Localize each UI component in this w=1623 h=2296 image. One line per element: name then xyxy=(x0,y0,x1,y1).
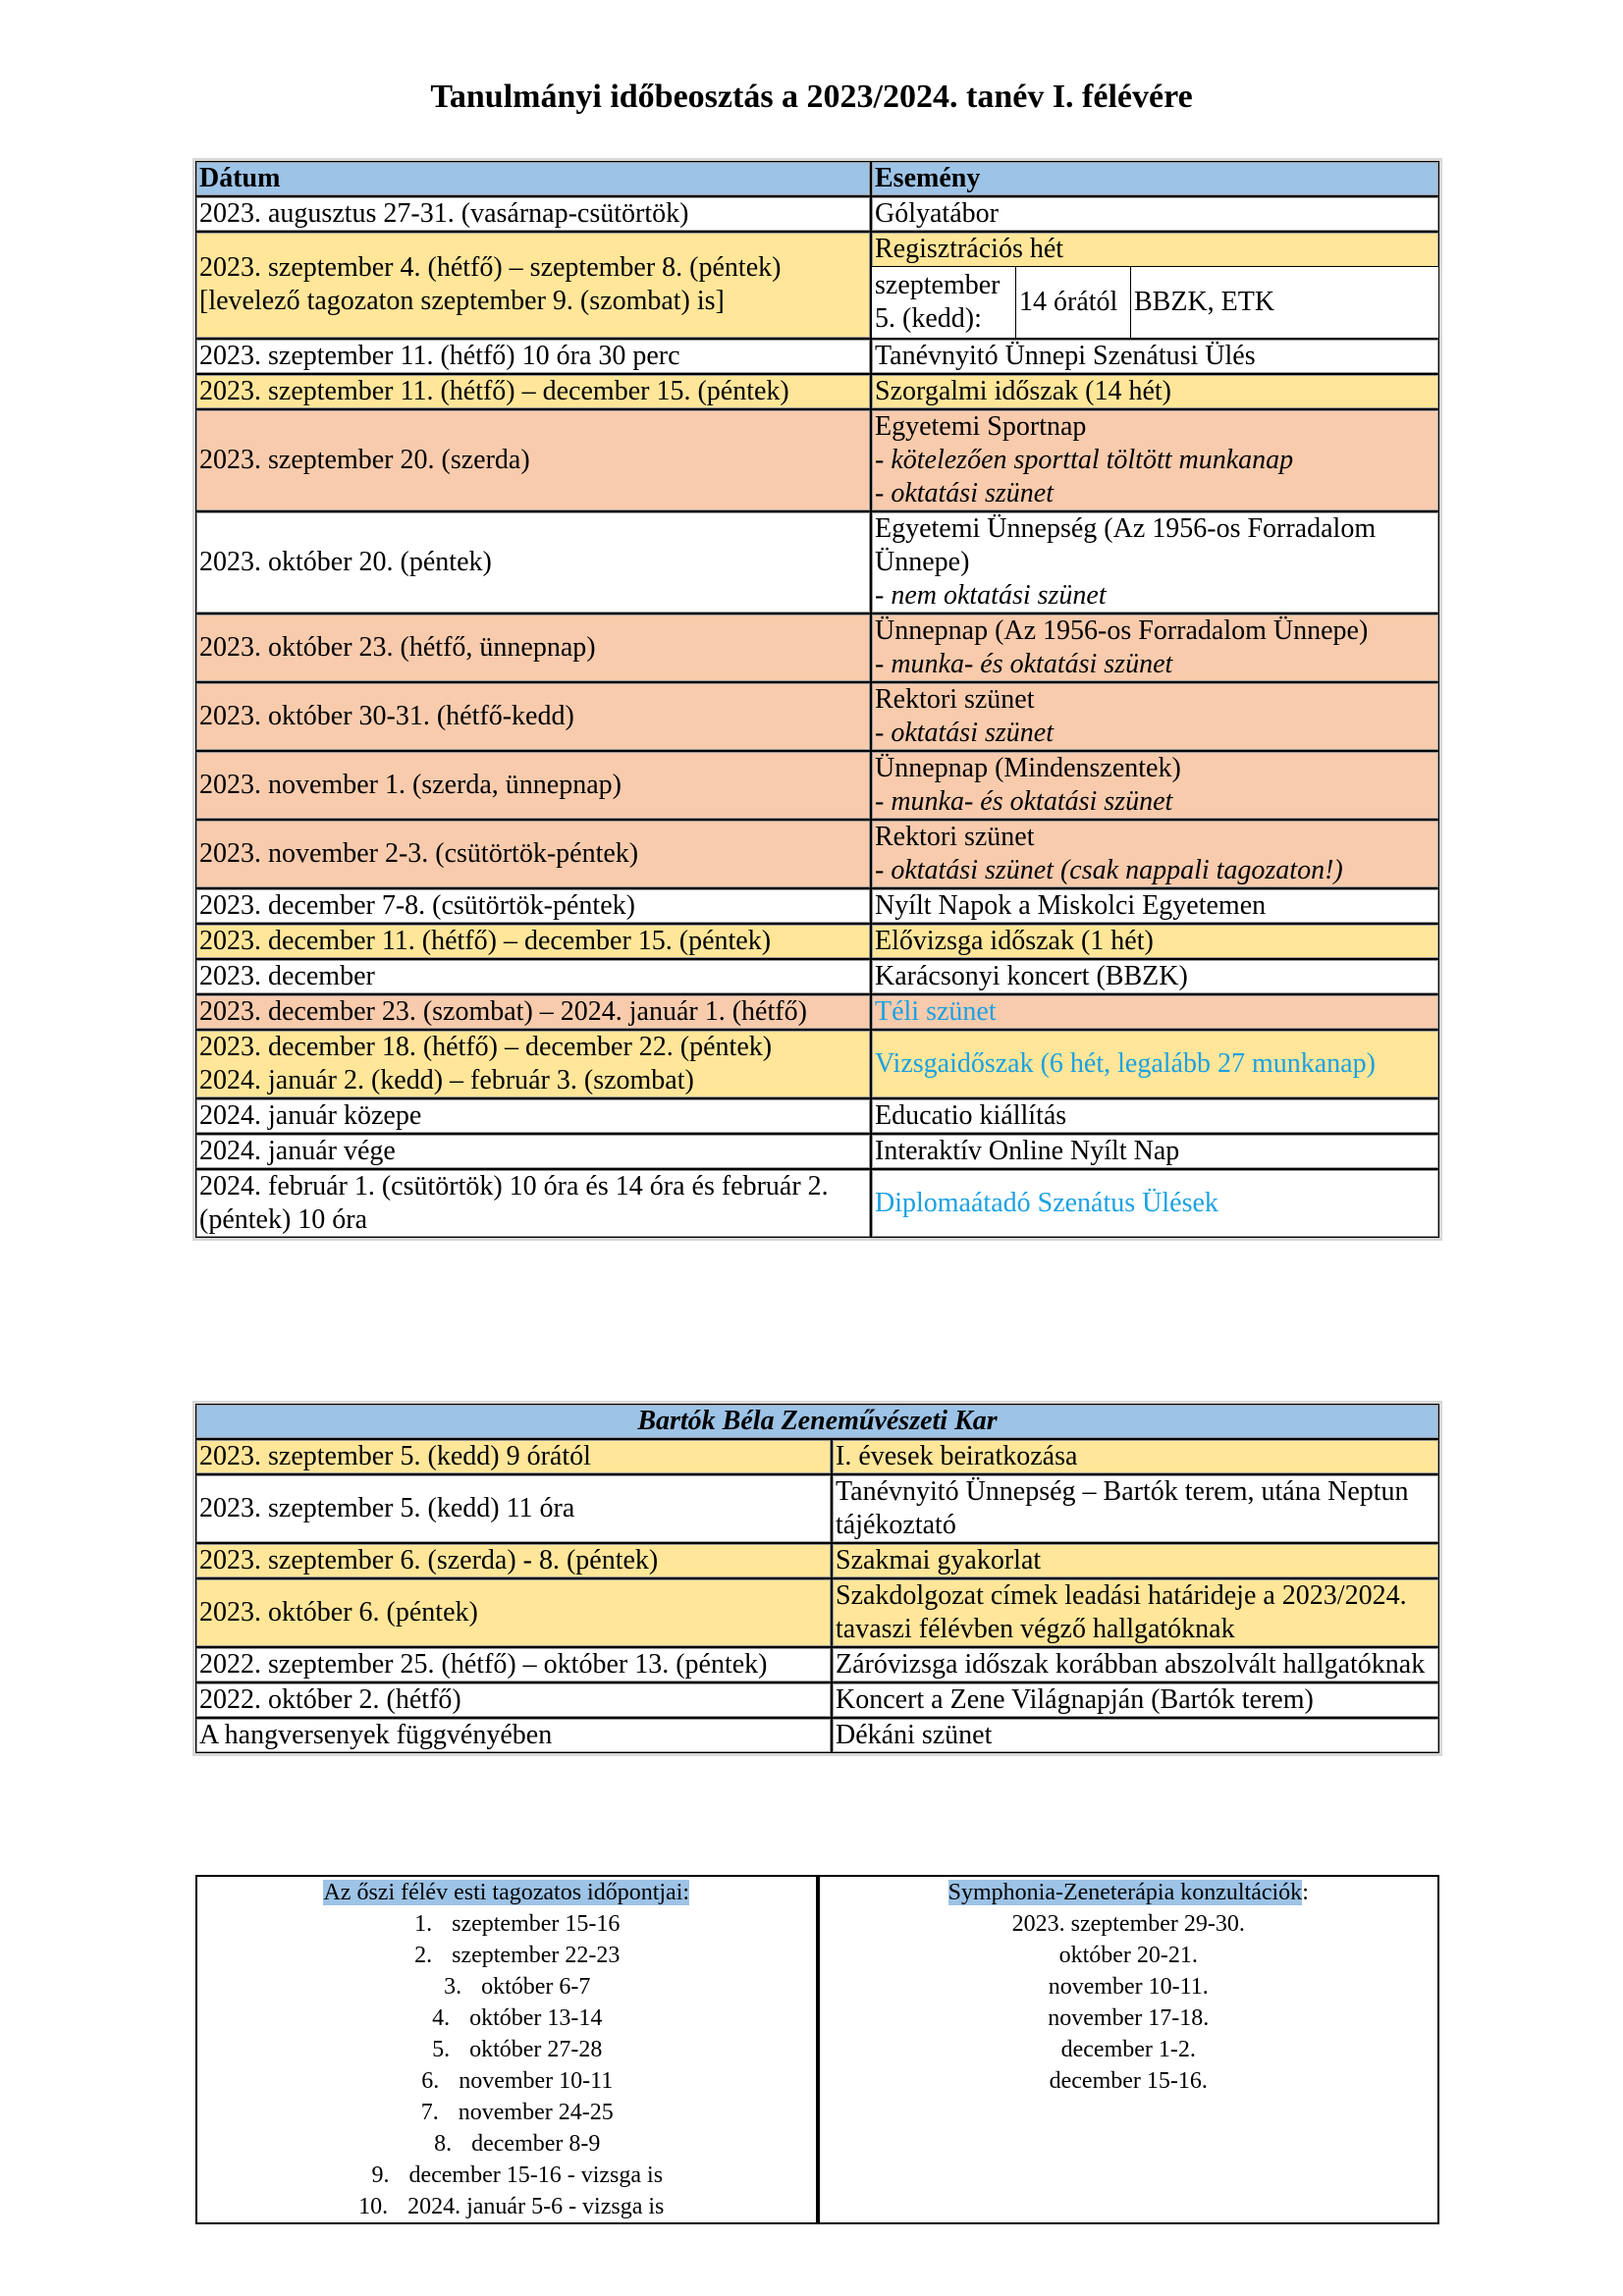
list-item: 2023. szeptember 29-30. xyxy=(1011,1911,1245,1937)
table-row xyxy=(195,614,1439,682)
row-event: Szakdolgozat címek leadási határideje a 2023/2024. tavaszi félévben végző hallgatóknak xyxy=(832,1578,1439,1647)
table-row xyxy=(195,1578,1439,1647)
symphonia-title-colon: : xyxy=(1302,1880,1309,1905)
row-date: 2022. október 2. (hétfő) xyxy=(195,1682,832,1718)
list-number: 8. xyxy=(434,2131,453,2157)
list-text: szeptember 15-16 xyxy=(452,1911,621,1937)
list-item: november 17-18. xyxy=(1048,2005,1210,2031)
list-number: 6. xyxy=(421,2068,440,2094)
table-row xyxy=(195,888,1439,924)
row-date: 2023. szeptember 11. (hétfő) 10 óra 30 perc xyxy=(195,339,871,374)
event-title: Ünnepnap (Az 1956-os Forradalom Ünnepe) xyxy=(875,614,1369,646)
list-number: 10. xyxy=(358,2194,389,2219)
table-row xyxy=(195,924,1439,959)
row-date: 2024. február 1. (csütörtök) 10 óra és 14 óra és február 2. (péntek) 10 óra xyxy=(195,1169,871,1238)
table-row xyxy=(195,232,1439,339)
row-date: 2023. szeptember 6. (szerda) - 8. (péntek) xyxy=(195,1543,832,1578)
row-date: 2023. szeptember 5. (kedd) 9 órától xyxy=(195,1439,832,1474)
row-date: 2023. október 20. (péntek) xyxy=(195,511,871,614)
table-row xyxy=(195,1134,1439,1169)
row-date xyxy=(195,1030,871,1098)
page-title: Tanulmányi időbeosztás a 2023/2024. tanév I. félévére xyxy=(430,79,1193,115)
event-note: - nem oktatási szünet xyxy=(875,579,1107,611)
list-item: október 20-21. xyxy=(1058,1943,1198,1968)
table-row xyxy=(195,1474,1439,1543)
list-item xyxy=(197,2191,816,2222)
list-item xyxy=(197,2097,816,2128)
list-text: október 6-7 xyxy=(481,1974,591,2000)
sub-time: 14 órától xyxy=(1016,267,1131,338)
date-line: 2024. január 2. (kedd) – február 3. (szombat) xyxy=(199,1064,694,1095)
list-item: november 10-11. xyxy=(1048,1974,1209,2000)
row-event: Szakmai gyakorlat xyxy=(832,1543,1439,1578)
row-date: 2023. december xyxy=(195,959,871,994)
list-item xyxy=(197,2160,816,2191)
date-line: 2023. december 18. (hétfő) – december 22. (péntek) xyxy=(199,1031,773,1062)
table-row xyxy=(195,1647,1439,1682)
row-event: Záróvizsga időszak korábban abszolvált hallgatóknak xyxy=(832,1647,1439,1682)
table-row xyxy=(195,339,1439,374)
header-date: Dátum xyxy=(195,161,871,196)
event-note: - oktatási szünet xyxy=(875,717,1054,748)
event-note: - munka- és oktatási szünet xyxy=(875,648,1173,679)
row-event: Interaktív Online Nyílt Nap xyxy=(871,1134,1439,1169)
table-row xyxy=(195,374,1439,409)
event-title: Egyetemi Ünnepség (Az 1956-os Forradalom Ünnepe) xyxy=(875,512,1377,577)
event-note: - oktatási szünet (csak nappali tagozaton!) xyxy=(875,854,1343,885)
list-text: szeptember 22-23 xyxy=(452,1943,621,1968)
table-row xyxy=(195,1098,1439,1134)
row-event: Karácsonyi koncert (BBZK) xyxy=(871,959,1439,994)
registration-subtable xyxy=(872,233,1438,338)
table-row xyxy=(195,1439,1439,1474)
row-date: 2023. december 11. (hétfő) – december 15. (péntek) xyxy=(195,924,871,959)
list-number: 3. xyxy=(444,1974,462,2000)
list-text: december 15-16 - vizsga is xyxy=(408,2163,664,2188)
row-date: 2023. október 23. (hétfő, ünnepnap) xyxy=(195,614,871,682)
row-event: I. évesek beiratkozása xyxy=(832,1439,1439,1474)
list-item xyxy=(197,2034,816,2065)
row-event: Téli szünet xyxy=(871,994,1439,1030)
table-row xyxy=(195,511,1439,614)
table-row xyxy=(195,1682,1439,1718)
row-date: A hangversenyek függvényében xyxy=(195,1718,832,1753)
list-item xyxy=(197,1940,816,1971)
list-text: december 8-9 xyxy=(471,2131,601,2157)
evening-title: Az őszi félév esti tagozatos időpontjai: xyxy=(323,1880,690,1905)
row-event: Vizsgaidőszak (6 hét, legalább 27 munkanap) xyxy=(871,1030,1439,1098)
row-event xyxy=(871,409,1439,511)
table-row xyxy=(195,820,1439,888)
row-event xyxy=(871,820,1439,888)
event-title: Rektori szünet xyxy=(875,821,1035,852)
row-event: Elővizsga időszak (1 hét) xyxy=(871,924,1439,959)
event-note: - oktatási szünet xyxy=(875,477,1054,508)
row-event: Tanévnyitó Ünnepi Szenátusi Ülés xyxy=(871,339,1439,374)
row-date: 2023. december 7-8. (csütörtök-péntek) xyxy=(195,888,871,924)
table-row xyxy=(195,1169,1439,1238)
row-date: 2024. január vége xyxy=(195,1134,871,1169)
row-event: Diplomaátadó Szenátus Ülések xyxy=(871,1169,1439,1238)
row-event xyxy=(871,614,1439,682)
row-event: Nyílt Napok a Miskolci Egyetemen xyxy=(871,888,1439,924)
row-date: 2023. augusztus 27-31. (vasárnap-csütörtök) xyxy=(195,196,871,232)
list-number: 7. xyxy=(420,2100,439,2125)
event-note: - kötelezően sporttal töltött munkanap xyxy=(875,444,1294,475)
list-number: 1. xyxy=(414,1911,433,1937)
consultation-table xyxy=(195,1875,1439,2224)
row-event xyxy=(871,511,1439,614)
list-item xyxy=(197,2128,816,2160)
list-text: 2024. január 5-6 - vizsga is xyxy=(407,2194,665,2219)
faculty-table xyxy=(195,1404,1439,1753)
table-row xyxy=(195,1030,1439,1098)
row-event: Dékáni szünet xyxy=(832,1718,1439,1753)
table-row xyxy=(195,409,1439,511)
list-number: 2. xyxy=(414,1943,433,1968)
list-item: december 1-2. xyxy=(1060,2037,1196,2062)
row-event-title: Regisztrációs hét xyxy=(872,233,1438,267)
table-row xyxy=(195,682,1439,751)
table-row xyxy=(195,1718,1439,1753)
table-row xyxy=(195,959,1439,994)
faculty-header: Bartók Béla Zeneművészeti Kar xyxy=(195,1404,1439,1439)
row-date: 2023. november 2-3. (csütörtök-péntek) xyxy=(195,820,871,888)
row-event xyxy=(871,682,1439,751)
row-date: 2023. szeptember 20. (szerda) xyxy=(195,409,871,511)
table-row xyxy=(195,994,1439,1030)
event-title: Rektori szünet xyxy=(875,683,1035,715)
row-event: Koncert a Zene Világnapján (Bartók terem) xyxy=(832,1682,1439,1718)
evening-list xyxy=(197,1908,816,2222)
list-text: október 27-28 xyxy=(469,2037,603,2062)
list-item xyxy=(197,2002,816,2034)
row-date: 2023. szeptember 11. (hétfő) – december 15. (péntek) xyxy=(195,374,871,409)
event-title: Ünnepnap (Mindenszentek) xyxy=(875,752,1181,783)
table-row xyxy=(195,751,1439,820)
event-title: Egyetemi Sportnap xyxy=(875,410,1087,442)
faculty-header-row xyxy=(195,1404,1439,1439)
row-date: 2023. október 30-31. (hétfő-kedd) xyxy=(195,682,871,751)
list-number: 9. xyxy=(371,2163,390,2188)
row-date: 2023. szeptember 4. (hétfő) – szeptember 8. (péntek) [levelező tagozaton szeptember 9. (szombat) is] xyxy=(195,232,871,339)
table-header-row xyxy=(195,161,1439,196)
symphonia-cell xyxy=(818,1875,1440,2224)
list-text: november 24-25 xyxy=(458,2100,614,2125)
list-item xyxy=(197,2065,816,2097)
list-item: december 15-16. xyxy=(1049,2068,1208,2094)
row-event: Szorgalmi időszak (14 hét) xyxy=(871,374,1439,409)
row-event xyxy=(871,232,1439,339)
row-date: 2023. október 6. (péntek) xyxy=(195,1578,832,1647)
row-date: 2024. január közepe xyxy=(195,1098,871,1134)
row-date: 2023. szeptember 5. (kedd) 11 óra xyxy=(195,1474,832,1543)
evening-schedule-cell xyxy=(195,1875,818,2224)
symphonia-list xyxy=(820,1908,1438,2097)
list-number: 5. xyxy=(432,2037,451,2062)
event-note: - munka- és oktatási szünet xyxy=(875,785,1173,817)
row-event: Educatio kiállítás xyxy=(871,1098,1439,1134)
row-date: 2023. december 23. (szombat) – 2024. január 1. (hétfő) xyxy=(195,994,871,1030)
row-date: 2022. szeptember 25. (hétfő) – október 13. (péntek) xyxy=(195,1647,832,1682)
list-number: 4. xyxy=(432,2005,451,2031)
table-row xyxy=(195,196,1439,232)
list-text: november 10-11 xyxy=(459,2068,614,2094)
sub-date: szeptember 5. (kedd): xyxy=(872,267,1016,338)
list-item xyxy=(197,1971,816,2002)
row-event: Gólyatábor xyxy=(871,196,1439,232)
symphonia-title: Symphonia-Zeneterápia konzultációk xyxy=(947,1880,1303,1905)
row-date: 2023. november 1. (szerda, ünnepnap) xyxy=(195,751,871,820)
header-event: Esemény xyxy=(871,161,1439,196)
row-event xyxy=(871,751,1439,820)
table-row xyxy=(195,1543,1439,1578)
sub-faculty: BBZK, ETK xyxy=(1131,267,1439,338)
row-event: Tanévnyitó Ünnepség – Bartók terem, utána Neptun tájékoztató xyxy=(832,1474,1439,1543)
list-text: október 13-14 xyxy=(469,2005,603,2031)
list-item xyxy=(197,1908,816,1940)
schedule-table xyxy=(195,161,1439,1238)
